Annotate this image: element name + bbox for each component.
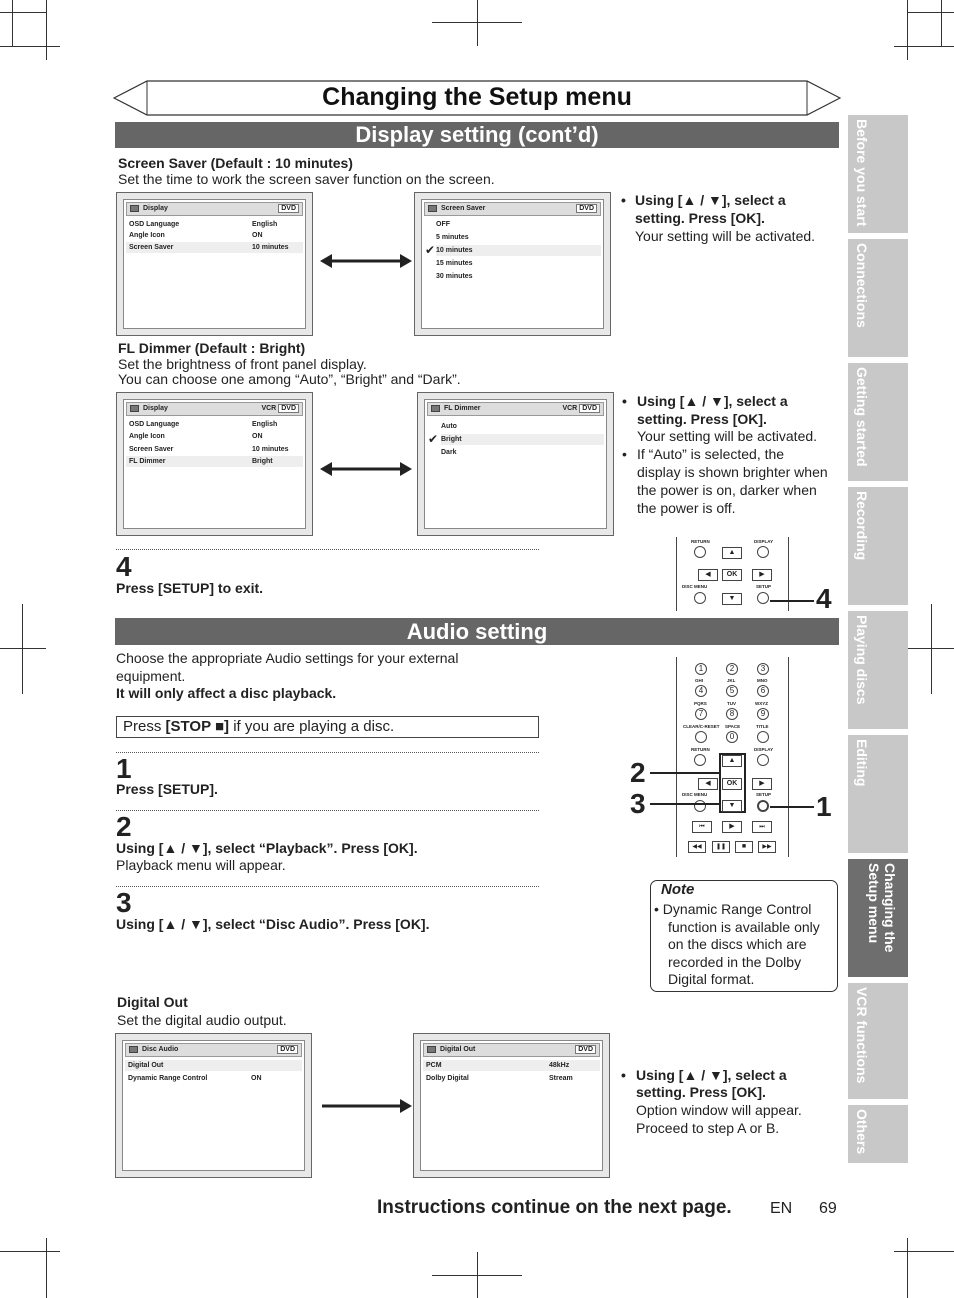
menu-row: Angle Icon ON: [129, 433, 263, 440]
screen-header: Screen Saver DVD: [424, 202, 601, 216]
pqrs-label: PQRS: [694, 701, 707, 706]
page-title: Changing the Setup menu: [322, 83, 632, 111]
ok-button: OK: [722, 778, 742, 790]
mno-label: MNO: [757, 678, 768, 683]
disc-menu-label: DISC MENU: [682, 792, 708, 797]
instruction-line: Using [▲ / ▼], select a: [635, 192, 786, 208]
callout-number: 3: [630, 788, 646, 819]
callout-line: [650, 772, 720, 774]
screen-header: Disc Audio DVD: [125, 1043, 302, 1057]
double-arrow-icon: [320, 458, 412, 480]
crop-mark: [908, 12, 954, 13]
display-icon: [431, 405, 440, 412]
menu-row: OSD Language English: [129, 421, 278, 428]
note-line: If “Auto” is selected, the: [637, 446, 785, 462]
key-5: 5: [726, 685, 738, 697]
setup-label: SETUP: [756, 584, 772, 589]
instruction-line: setting. Press [OK].: [636, 1084, 766, 1100]
audio-icon: [129, 1046, 138, 1053]
key-6: 6: [757, 685, 769, 697]
section-heading-display: Display setting (cont’d): [115, 122, 839, 148]
step-number: 1: [116, 753, 132, 784]
option-item: OFF: [436, 221, 450, 228]
clear-label: CLEAR/C-RESET: [683, 724, 720, 729]
bullet: •: [622, 393, 627, 409]
step-text: Using [▲ / ▼], select “Playback”. Press [OK].: [116, 840, 418, 856]
display-label: DISPLAY: [754, 747, 774, 752]
callout-number: 4: [816, 583, 832, 614]
page-number: 69: [819, 1200, 837, 1217]
digital-out-title: Digital Out: [117, 994, 188, 1010]
menu-row: Screen Saver 10 minutes: [129, 446, 289, 453]
digital-out-desc: Set the digital audio output.: [117, 1012, 287, 1028]
left-arrow-icon: ◀: [698, 778, 718, 790]
callout-number: 1: [816, 791, 832, 822]
crop-mark: [931, 604, 932, 694]
divider: [116, 752, 539, 753]
callout-line: [650, 803, 720, 805]
fl-dimmer-title: FL Dimmer (Default : Bright): [118, 340, 306, 356]
disc-menu-button: [694, 800, 706, 812]
disc-audio-screen: [115, 1033, 312, 1178]
bullet: •: [622, 446, 627, 462]
ok-button: OK: [722, 569, 742, 581]
pause-icon: ❚❚: [712, 841, 730, 853]
digital-out-screen: [413, 1033, 610, 1178]
step-number: 3: [116, 887, 132, 918]
setup-label: SETUP: [756, 792, 772, 797]
step-number: 4: [116, 551, 132, 582]
crop-mark: [22, 604, 23, 694]
side-tab-recording[interactable]: Recording: [848, 487, 908, 605]
disc-menu-button: [694, 592, 706, 604]
display-icon: [428, 205, 437, 212]
crop-mark: [46, 0, 47, 60]
fast-forward-icon: ▶▶: [758, 841, 776, 853]
key-8: 8: [726, 708, 738, 720]
crop-mark: [0, 12, 46, 13]
callout-number: 2: [630, 757, 646, 788]
jkl-label: JKL: [727, 678, 736, 683]
menu-row: Angle Icon ON: [129, 232, 263, 239]
instruction-line: Proceed to step A or B.: [636, 1120, 780, 1136]
step-subtext: Playback menu will appear.: [116, 857, 286, 873]
setup-button: [757, 800, 769, 812]
remote-edge: [676, 657, 677, 857]
key-4: 4: [695, 685, 707, 697]
step-text: Press [SETUP] to exit.: [116, 580, 264, 596]
crop-mark: [0, 1251, 60, 1252]
display-menu-screen: [116, 392, 313, 536]
option-item: 15 minutes: [436, 260, 473, 267]
space-label: SPACE: [725, 724, 741, 729]
remote-edge: [788, 657, 789, 857]
instruction-line: Option window will appear.: [636, 1102, 802, 1118]
note-line: function is available only: [668, 919, 820, 935]
key-7: 7: [695, 708, 707, 720]
screen-header: FL Dimmer VCR DVD: [427, 402, 604, 416]
menu-row: Dynamic Range Control ON: [128, 1075, 262, 1082]
step-text: Press [SETUP].: [116, 781, 218, 797]
note-line: display is shown brighter when: [637, 464, 828, 480]
crop-mark: [894, 1251, 954, 1252]
note-box: [650, 880, 838, 992]
display-label: DISPLAY: [754, 539, 774, 544]
option-item-selected: Bright: [441, 434, 604, 445]
screen-saver-options-screen: [414, 192, 611, 336]
language-code: EN: [770, 1200, 793, 1217]
clear-button: [695, 731, 707, 743]
side-tab-setup-menu[interactable]: Changing the Setup menu: [848, 859, 908, 977]
skip-forward-icon: ⏭: [752, 821, 772, 833]
instruction-line: setting. Press [OK].: [635, 210, 765, 226]
menu-row: OSD Language English: [129, 221, 278, 228]
down-arrow-icon: ▼: [722, 800, 742, 812]
return-button: [694, 754, 706, 766]
double-arrow-icon: [320, 250, 412, 272]
key-1: 1: [695, 663, 707, 675]
callout-line: [770, 806, 814, 808]
up-arrow-icon: ▲: [722, 547, 742, 559]
note-line: • Dynamic Range Control: [654, 901, 812, 917]
stop-icon: ■: [735, 841, 753, 853]
right-arrow-icon: ▶: [752, 778, 772, 790]
side-tab-editing[interactable]: Editing: [848, 735, 908, 853]
setup-button: [757, 592, 769, 604]
instruction-line: Using [▲ / ▼], select a: [636, 1067, 787, 1083]
audio-intro: Choose the appropriate Audio settings for your external: [116, 650, 459, 666]
instruction-line: Your setting will be activated.: [637, 428, 818, 444]
callout-line: [770, 600, 814, 602]
crop-mark: [0, 46, 60, 47]
title-label: TITLE: [756, 724, 769, 729]
section-heading-audio: Audio setting: [115, 618, 839, 645]
divider: [116, 886, 539, 887]
divider: [116, 810, 539, 811]
note-line: recorded in the Dolby: [668, 954, 802, 970]
crop-mark: [12, 0, 13, 46]
option-item: Auto: [441, 423, 457, 430]
stop-instruction-box: Press [STOP ■] if you are playing a disc.: [116, 716, 539, 738]
option-item: 5 minutes: [436, 234, 469, 241]
bullet: •: [621, 1067, 626, 1083]
side-tab-others[interactable]: Others: [848, 1105, 908, 1163]
menu-row-selected: Digital Out: [125, 1060, 302, 1071]
left-arrow-icon: ◀: [698, 569, 718, 581]
bullet: •: [621, 192, 626, 208]
divider: [116, 549, 539, 550]
display-icon: [130, 205, 139, 212]
right-arrow-icon: ▶: [752, 569, 772, 581]
instruction-line: Using [▲ / ▼], select a: [637, 393, 788, 409]
tuv-label: TUV: [727, 701, 736, 706]
checkmark-icon: ✔: [425, 243, 436, 257]
note-line: the power is off.: [637, 500, 736, 516]
step-text: Using [▲ / ▼], select “Disc Audio”. Press [OK].: [116, 916, 430, 932]
menu-row-selected: FL Dimmer Bright: [126, 456, 303, 467]
side-tab-playing-discs[interactable]: Playing discs: [848, 611, 908, 729]
side-tab-connections[interactable]: Connections: [848, 239, 908, 357]
screen-header: Digital Out DVD: [423, 1043, 600, 1057]
menu-row-selected: Screen Saver 10 minutes: [126, 242, 303, 253]
remote-edge: [676, 537, 677, 611]
screen-saver-desc: Set the time to work the screen saver function on the screen.: [118, 171, 495, 187]
instruction-line: Your setting will be activated.: [635, 228, 816, 244]
note-title: Note: [661, 881, 695, 898]
display-icon: [130, 405, 139, 412]
audio-intro: equipment.: [116, 668, 186, 684]
return-label: RETURN: [691, 539, 710, 544]
option-item: Dark: [441, 449, 457, 456]
key-3: 3: [757, 663, 769, 675]
screen-saver-title: Screen Saver (Default : 10 minutes): [118, 155, 353, 171]
key-9: 9: [757, 708, 769, 720]
menu-row: Dolby Digital Stream: [426, 1075, 573, 1082]
return-label: RETURN: [691, 747, 710, 752]
crop-mark: [477, 0, 478, 46]
skip-back-icon: ⏮: [692, 821, 712, 833]
audio-intro-bold: It will only affect a disc playback.: [116, 685, 337, 701]
rewind-icon: ◀◀: [688, 841, 706, 853]
note-line: Digital format.: [668, 971, 755, 987]
crop-mark: [477, 1252, 478, 1298]
crop-mark: [907, 0, 908, 60]
fl-dimmer-desc: Set the brightness of front panel display.: [118, 356, 367, 372]
audio-icon: [427, 1046, 436, 1053]
crop-mark: [46, 1238, 47, 1298]
key-2: 2: [726, 663, 738, 675]
right-arrow-icon: [320, 1095, 412, 1117]
wxyz-label: WXYZ: [755, 701, 768, 706]
key-0: 0: [726, 731, 738, 743]
ghi-label: GHI: [695, 678, 704, 683]
option-item: 30 minutes: [436, 273, 473, 280]
instruction-line: setting. Press [OK].: [637, 411, 767, 427]
crop-mark: [907, 1238, 908, 1298]
display-button: [757, 754, 769, 766]
menu-row-selected: PCM 48kHz: [423, 1060, 600, 1071]
remote-control-diagram: [676, 657, 790, 857]
display-button: [757, 546, 769, 558]
note-line: the power is on, darker when: [637, 482, 817, 498]
crop-mark: [941, 0, 942, 46]
disc-menu-label: DISC MENU: [682, 584, 708, 589]
down-arrow-icon: ▼: [722, 593, 742, 605]
crop-mark: [894, 46, 954, 47]
continue-note: Instructions continue on the next page.: [377, 1197, 732, 1218]
screen-header: Display DVD: [126, 202, 303, 216]
crop-mark: [0, 648, 46, 649]
fl-dimmer-desc: You can choose one among “Auto”, “Bright” and “Dark”.: [118, 371, 461, 387]
title-button: [757, 731, 769, 743]
play-icon: ▶: [722, 821, 742, 833]
screen-header: Display VCR DVD: [126, 402, 303, 416]
side-tab-getting-started[interactable]: Getting started: [848, 363, 908, 481]
side-tab-before-you-start[interactable]: Before you start: [848, 115, 908, 233]
step-number: 2: [116, 811, 132, 842]
up-arrow-icon: ▲: [722, 755, 742, 767]
option-item-selected: 10 minutes: [436, 245, 601, 256]
note-line: on the discs which are: [668, 936, 807, 952]
fl-dimmer-options-screen: [417, 392, 614, 536]
checkmark-icon: ✔: [428, 432, 439, 446]
side-tab-vcr-functions[interactable]: VCR functions: [848, 983, 908, 1099]
return-button: [694, 546, 706, 558]
display-menu-screen: [116, 192, 313, 336]
